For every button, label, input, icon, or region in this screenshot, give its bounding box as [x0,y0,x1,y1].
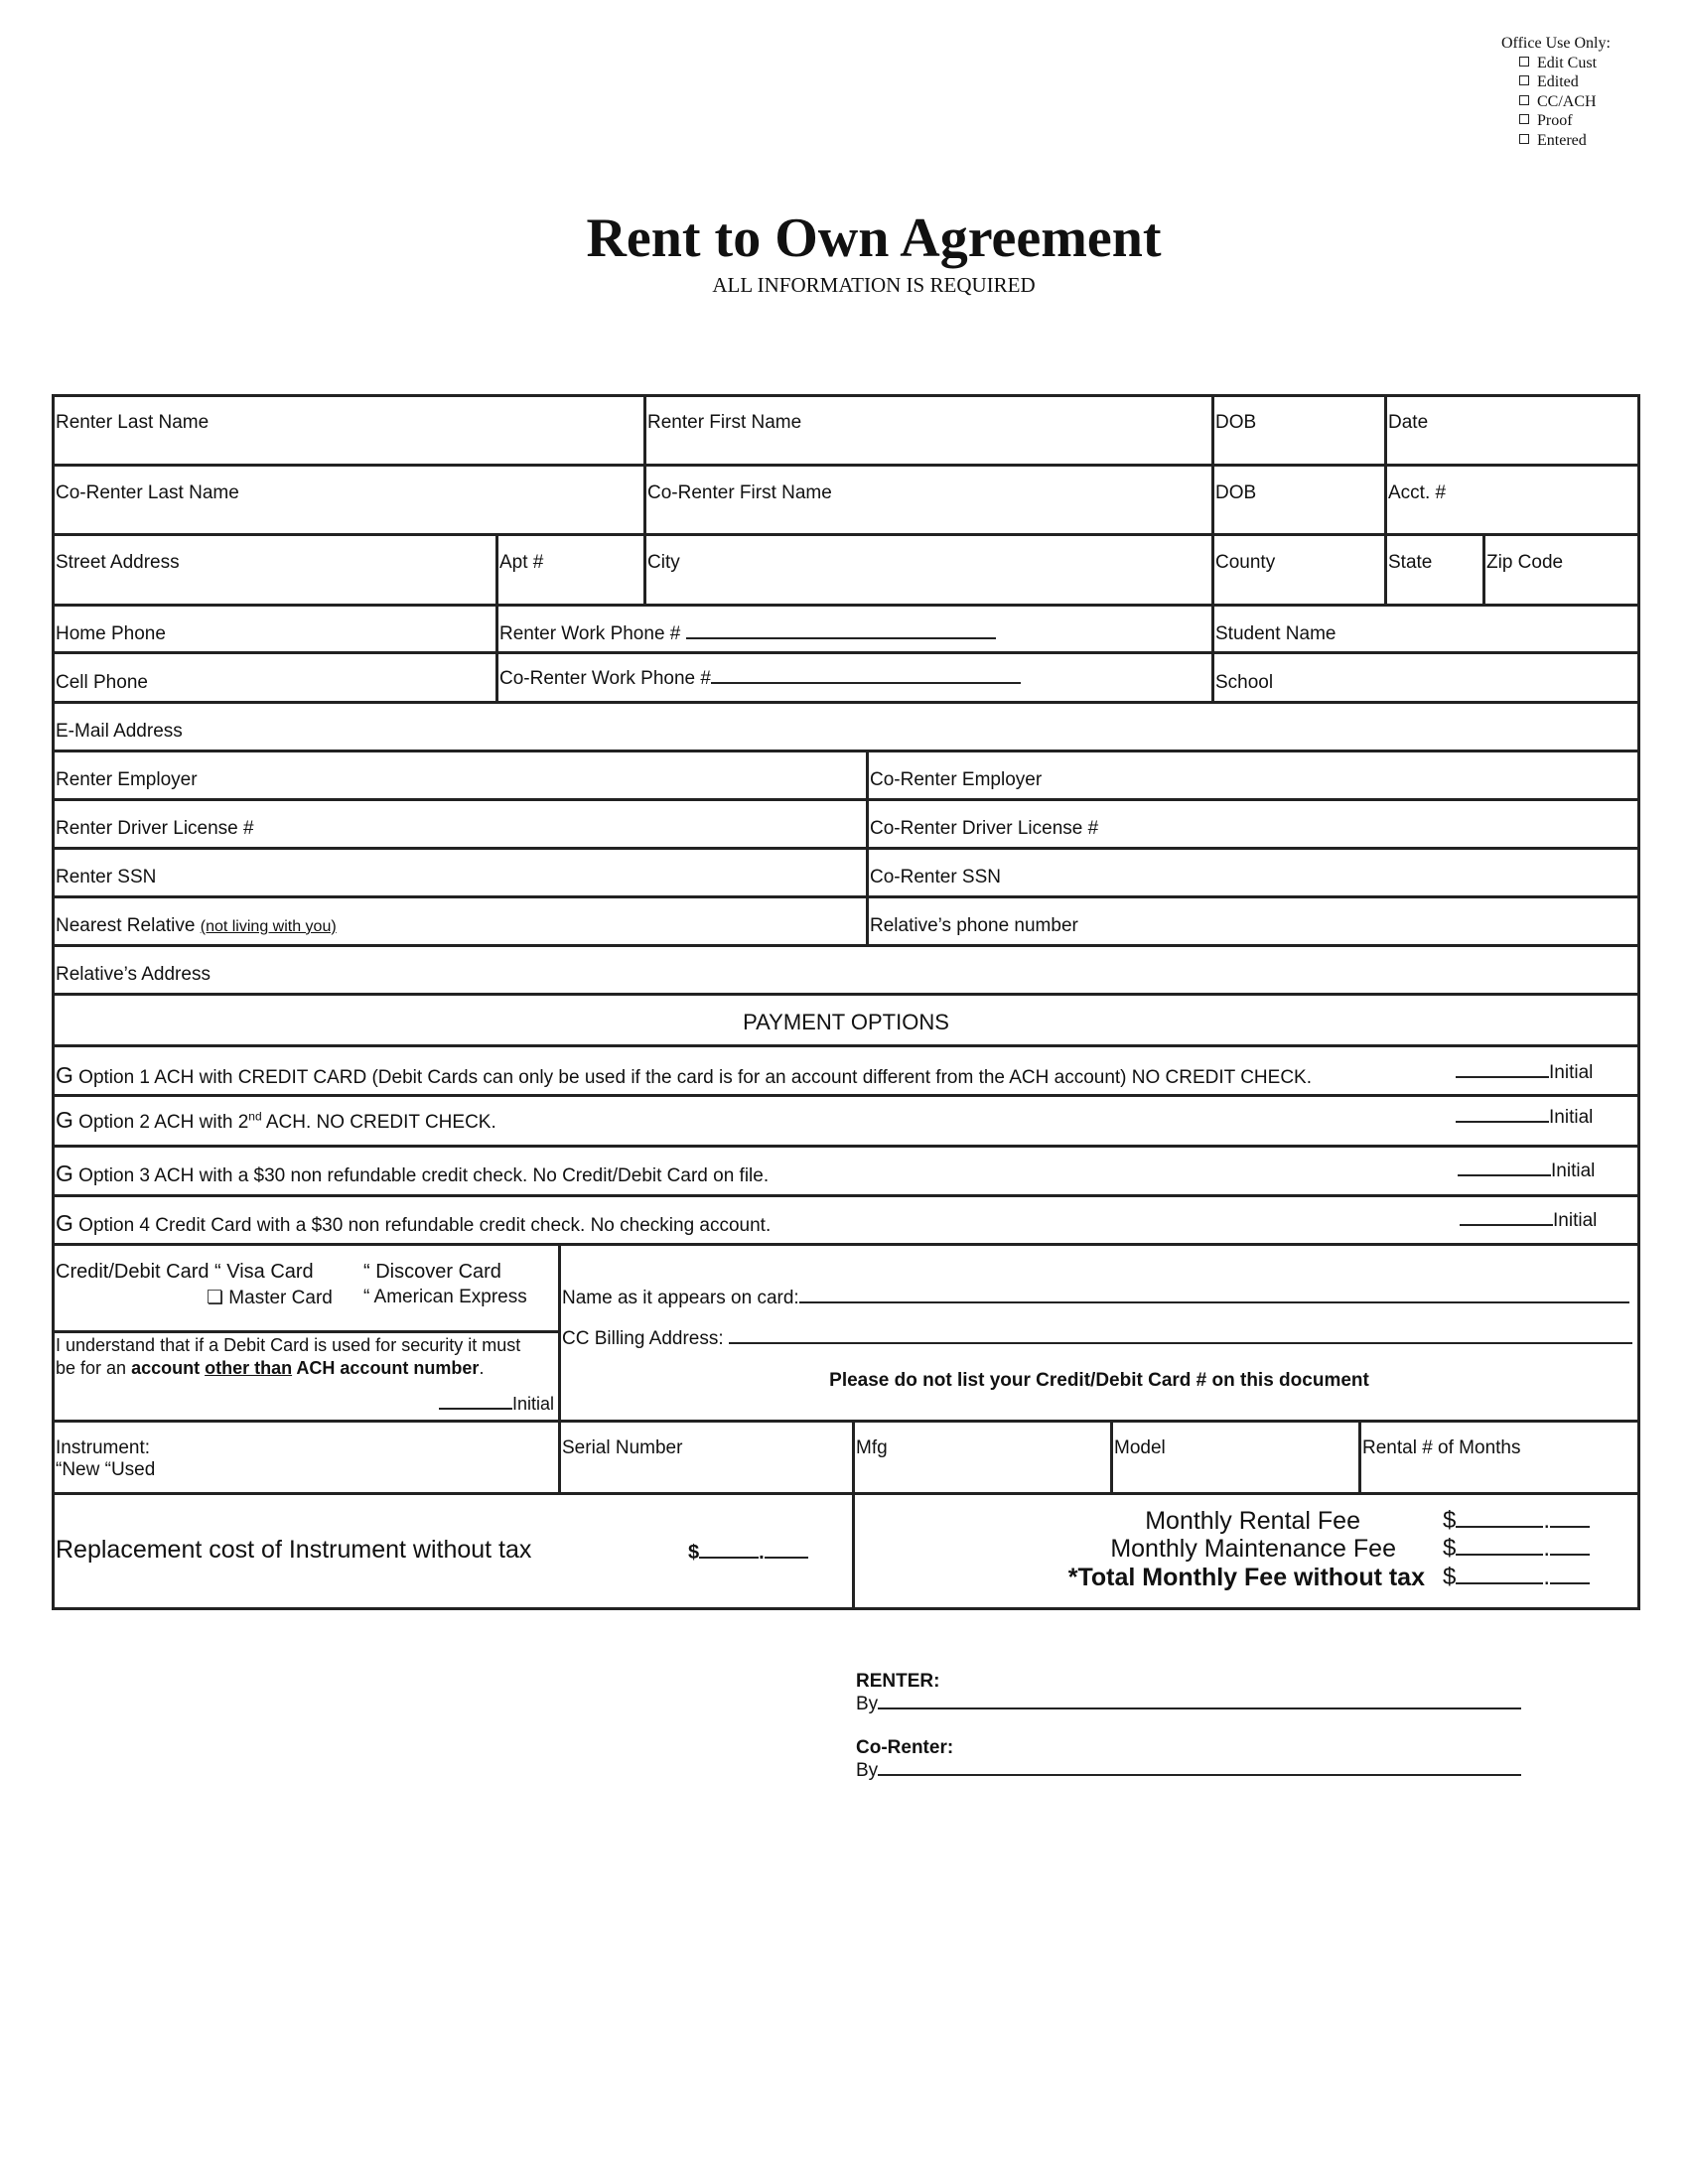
debit-note-initial[interactable]: Initial [439,1394,554,1415]
co-renter-ssn-label: Co-Renter SSN [870,867,1001,887]
home-phone-label: Home Phone [56,623,166,644]
payment-option-1[interactable]: G Option 1 ACH with CREDIT CARD (Debit Cards can only be used if the card is for an account different from the ACH account) NO CREDIT CHECK. [56,1062,1312,1088]
nearest-relative-note: (not living with you) [200,918,337,935]
monthly-maintenance-fee-field[interactable]: $ . [1443,1535,1590,1563]
option-3-initial[interactable]: Initial [1458,1160,1595,1182]
option-4-initial[interactable]: Initial [1460,1210,1597,1232]
option-2-initial[interactable]: Initial [1456,1107,1593,1129]
student-name-label: Student Name [1215,623,1336,644]
new-used-option[interactable]: “New “Used [56,1459,156,1480]
email-label: E-Mail Address [56,721,183,742]
cell-phone-label: Cell Phone [56,672,148,693]
checkbox-icon[interactable] [1519,57,1529,67]
replacement-cost-label: Replacement cost of Instrument without tax [56,1536,532,1564]
co-renter-signature-line[interactable]: By [856,1760,1521,1782]
apt-label: Apt # [499,552,544,573]
card-type-label: Credit/Debit Card [56,1261,210,1283]
renter-signature-line[interactable]: By [856,1694,1521,1715]
co-renter-first-name-label: Co-Renter First Name [647,482,832,503]
monthly-rental-fee-field[interactable]: $ . [1443,1507,1590,1535]
checkbox-icon[interactable] [1519,75,1529,85]
office-use-heading: Office Use Only: [1501,35,1611,52]
school-label: School [1215,672,1274,693]
co-renter-signature-label: Co-Renter: [856,1737,954,1758]
monthly-maintenance-fee-label: Monthly Maintenance Fee [1110,1535,1396,1563]
checkbox-icon[interactable] [1519,134,1529,144]
relatives-address-label: Relative’s Address [56,964,211,985]
model-label: Model [1114,1437,1166,1458]
mfg-label: Mfg [856,1437,888,1458]
county-label: County [1215,552,1276,573]
page-title: Rent to Own Agreement [586,207,1162,269]
office-use-item[interactable]: Edit Cust [1501,54,1611,73]
renter-signature-label: RENTER: [856,1671,940,1692]
nearest-relative-label: Nearest Relative (not living with you) [56,915,337,936]
card-number-notice: Please do not list your Credit/Debit Card # on this document [829,1370,1369,1391]
total-monthly-fee-field[interactable]: $ . [1443,1564,1590,1591]
state-label: State [1388,552,1433,573]
city-label: City [647,552,680,573]
debit-note-line-1: I understand that if a Debit Card is used for security it must [56,1335,521,1355]
option-1-initial[interactable]: Initial [1456,1062,1593,1084]
payment-option-2[interactable]: G Option 2 ACH with 2nd ACH. NO CREDIT CHECK. [56,1107,496,1133]
co-dob-label: DOB [1215,482,1257,503]
cc-billing-address-field[interactable]: CC Billing Address: [562,1328,1632,1350]
total-monthly-fee-label: *Total Monthly Fee without tax [1067,1564,1425,1591]
renter-employer-label: Renter Employer [56,769,198,790]
office-use-item[interactable]: Entered [1501,131,1611,151]
payment-options-heading: PAYMENT OPTIONS [743,1010,949,1034]
master-card-option[interactable]: ❏ Master Card [207,1288,333,1308]
discover-card-option[interactable]: “ Discover Card [363,1261,501,1283]
rental-months-label: Rental # of Months [1362,1437,1521,1458]
visa-card-option[interactable]: “ Visa Card [214,1261,314,1283]
renter-first-name-label: Renter First Name [647,412,802,433]
page-subtitle: ALL INFORMATION IS REQUIRED [712,273,1036,297]
debit-note-line-2: be for an account other than ACH account number. [56,1358,485,1378]
dob-label: DOB [1215,412,1257,433]
payment-option-4[interactable]: G Option 4 Credit Card with a $30 non refundable credit check. No checking account. [56,1210,772,1236]
office-use-item[interactable]: Proof [1501,111,1611,131]
american-express-option[interactable]: “ American Express [363,1287,527,1307]
instrument-label: Instrument: [56,1437,151,1458]
replacement-cost-field[interactable]: $ . [688,1542,808,1565]
office-use-item[interactable]: CC/ACH [1501,92,1611,112]
office-use-item[interactable]: Edited [1501,72,1611,92]
renter-work-phone-label: Renter Work Phone # [499,623,996,645]
acct-label: Acct. # [1388,482,1447,503]
co-renter-work-phone-label: Co-Renter Work Phone # [499,668,1021,690]
renter-ssn-label: Renter SSN [56,867,157,887]
monthly-rental-fee-label: Monthly Rental Fee [1145,1507,1360,1535]
renter-last-name-label: Renter Last Name [56,412,210,433]
co-renter-dl-label: Co-Renter Driver License # [870,818,1099,839]
date-label: Date [1388,412,1429,433]
checkbox-icon[interactable] [1519,114,1529,124]
name-on-card-field[interactable]: Name as it appears on card: [562,1288,1629,1309]
co-renter-last-name-label: Co-Renter Last Name [56,482,239,503]
payment-option-3[interactable]: G Option 3 ACH with a $30 non refundable credit check. No Credit/Debit Card on file. [56,1160,770,1186]
serial-number-label: Serial Number [562,1437,683,1458]
co-renter-employer-label: Co-Renter Employer [870,769,1043,790]
checkbox-icon[interactable] [1519,95,1529,105]
street-address-label: Street Address [56,552,180,573]
office-use-box [1501,34,1611,150]
renter-dl-label: Renter Driver License # [56,818,254,839]
relatives-phone-label: Relative’s phone number [870,915,1078,936]
zip-code-label: Zip Code [1486,552,1564,573]
